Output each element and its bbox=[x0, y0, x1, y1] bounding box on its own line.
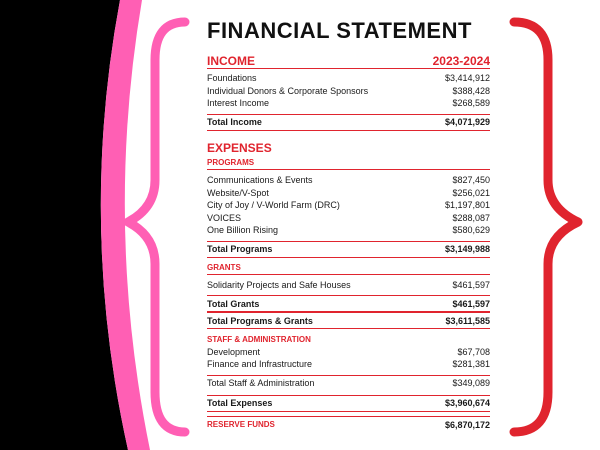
period-label: 2023-2024 bbox=[432, 54, 490, 68]
reserve-funds-row: RESERVE FUNDS $6,870,172 bbox=[207, 416, 490, 433]
page-title: FINANCIAL STATEMENT bbox=[207, 18, 472, 43]
income-header bbox=[207, 50, 490, 69]
table-row: Solidarity Projects and Safe Houses $461,597 bbox=[207, 280, 490, 291]
programs-heading: PROGRAMS bbox=[207, 157, 490, 170]
total-staff-row: Total Staff & Administration $349,089 bbox=[207, 375, 490, 391]
table-row: VOICES $288,087 bbox=[207, 212, 490, 223]
income-heading: INCOME bbox=[207, 54, 255, 68]
total-programs-grants-row: Total Programs & Grants $3,611,585 bbox=[207, 312, 490, 329]
expenses-heading: EXPENSES bbox=[207, 140, 272, 155]
left-pink-brace bbox=[128, 22, 185, 432]
table-row: Development $67,708 bbox=[207, 346, 490, 357]
table-row: Individual Donors & Corporate Sponsors $388,428 bbox=[207, 85, 490, 96]
financial-table bbox=[207, 50, 490, 433]
staff-heading: STAFF & ADMINISTRATION bbox=[207, 334, 311, 344]
total-expenses-row: Total Expenses $3,960,674 bbox=[207, 395, 490, 412]
grants-heading: GRANTS bbox=[207, 262, 490, 275]
table-row: Finance and Infrastructure $281,381 bbox=[207, 359, 490, 370]
total-income-row: Total Income $4,071,929 bbox=[207, 114, 490, 131]
total-programs-row: Total Programs $3,149,988 bbox=[207, 241, 490, 258]
table-row: Foundations $3,414,912 bbox=[207, 73, 490, 84]
table-row: One Billion Rising $580,629 bbox=[207, 225, 490, 236]
table-row: Interest Income $268,589 bbox=[207, 98, 490, 109]
table-row: City of Joy / V-World Farm (DRC) $1,197,801 bbox=[207, 200, 490, 211]
table-row: Communications & Events $827,450 bbox=[207, 175, 490, 186]
total-grants-row: Total Grants $461,597 bbox=[207, 295, 490, 312]
right-red-brace bbox=[514, 22, 578, 432]
table-row: Website/V-Spot $256,021 bbox=[207, 187, 490, 198]
